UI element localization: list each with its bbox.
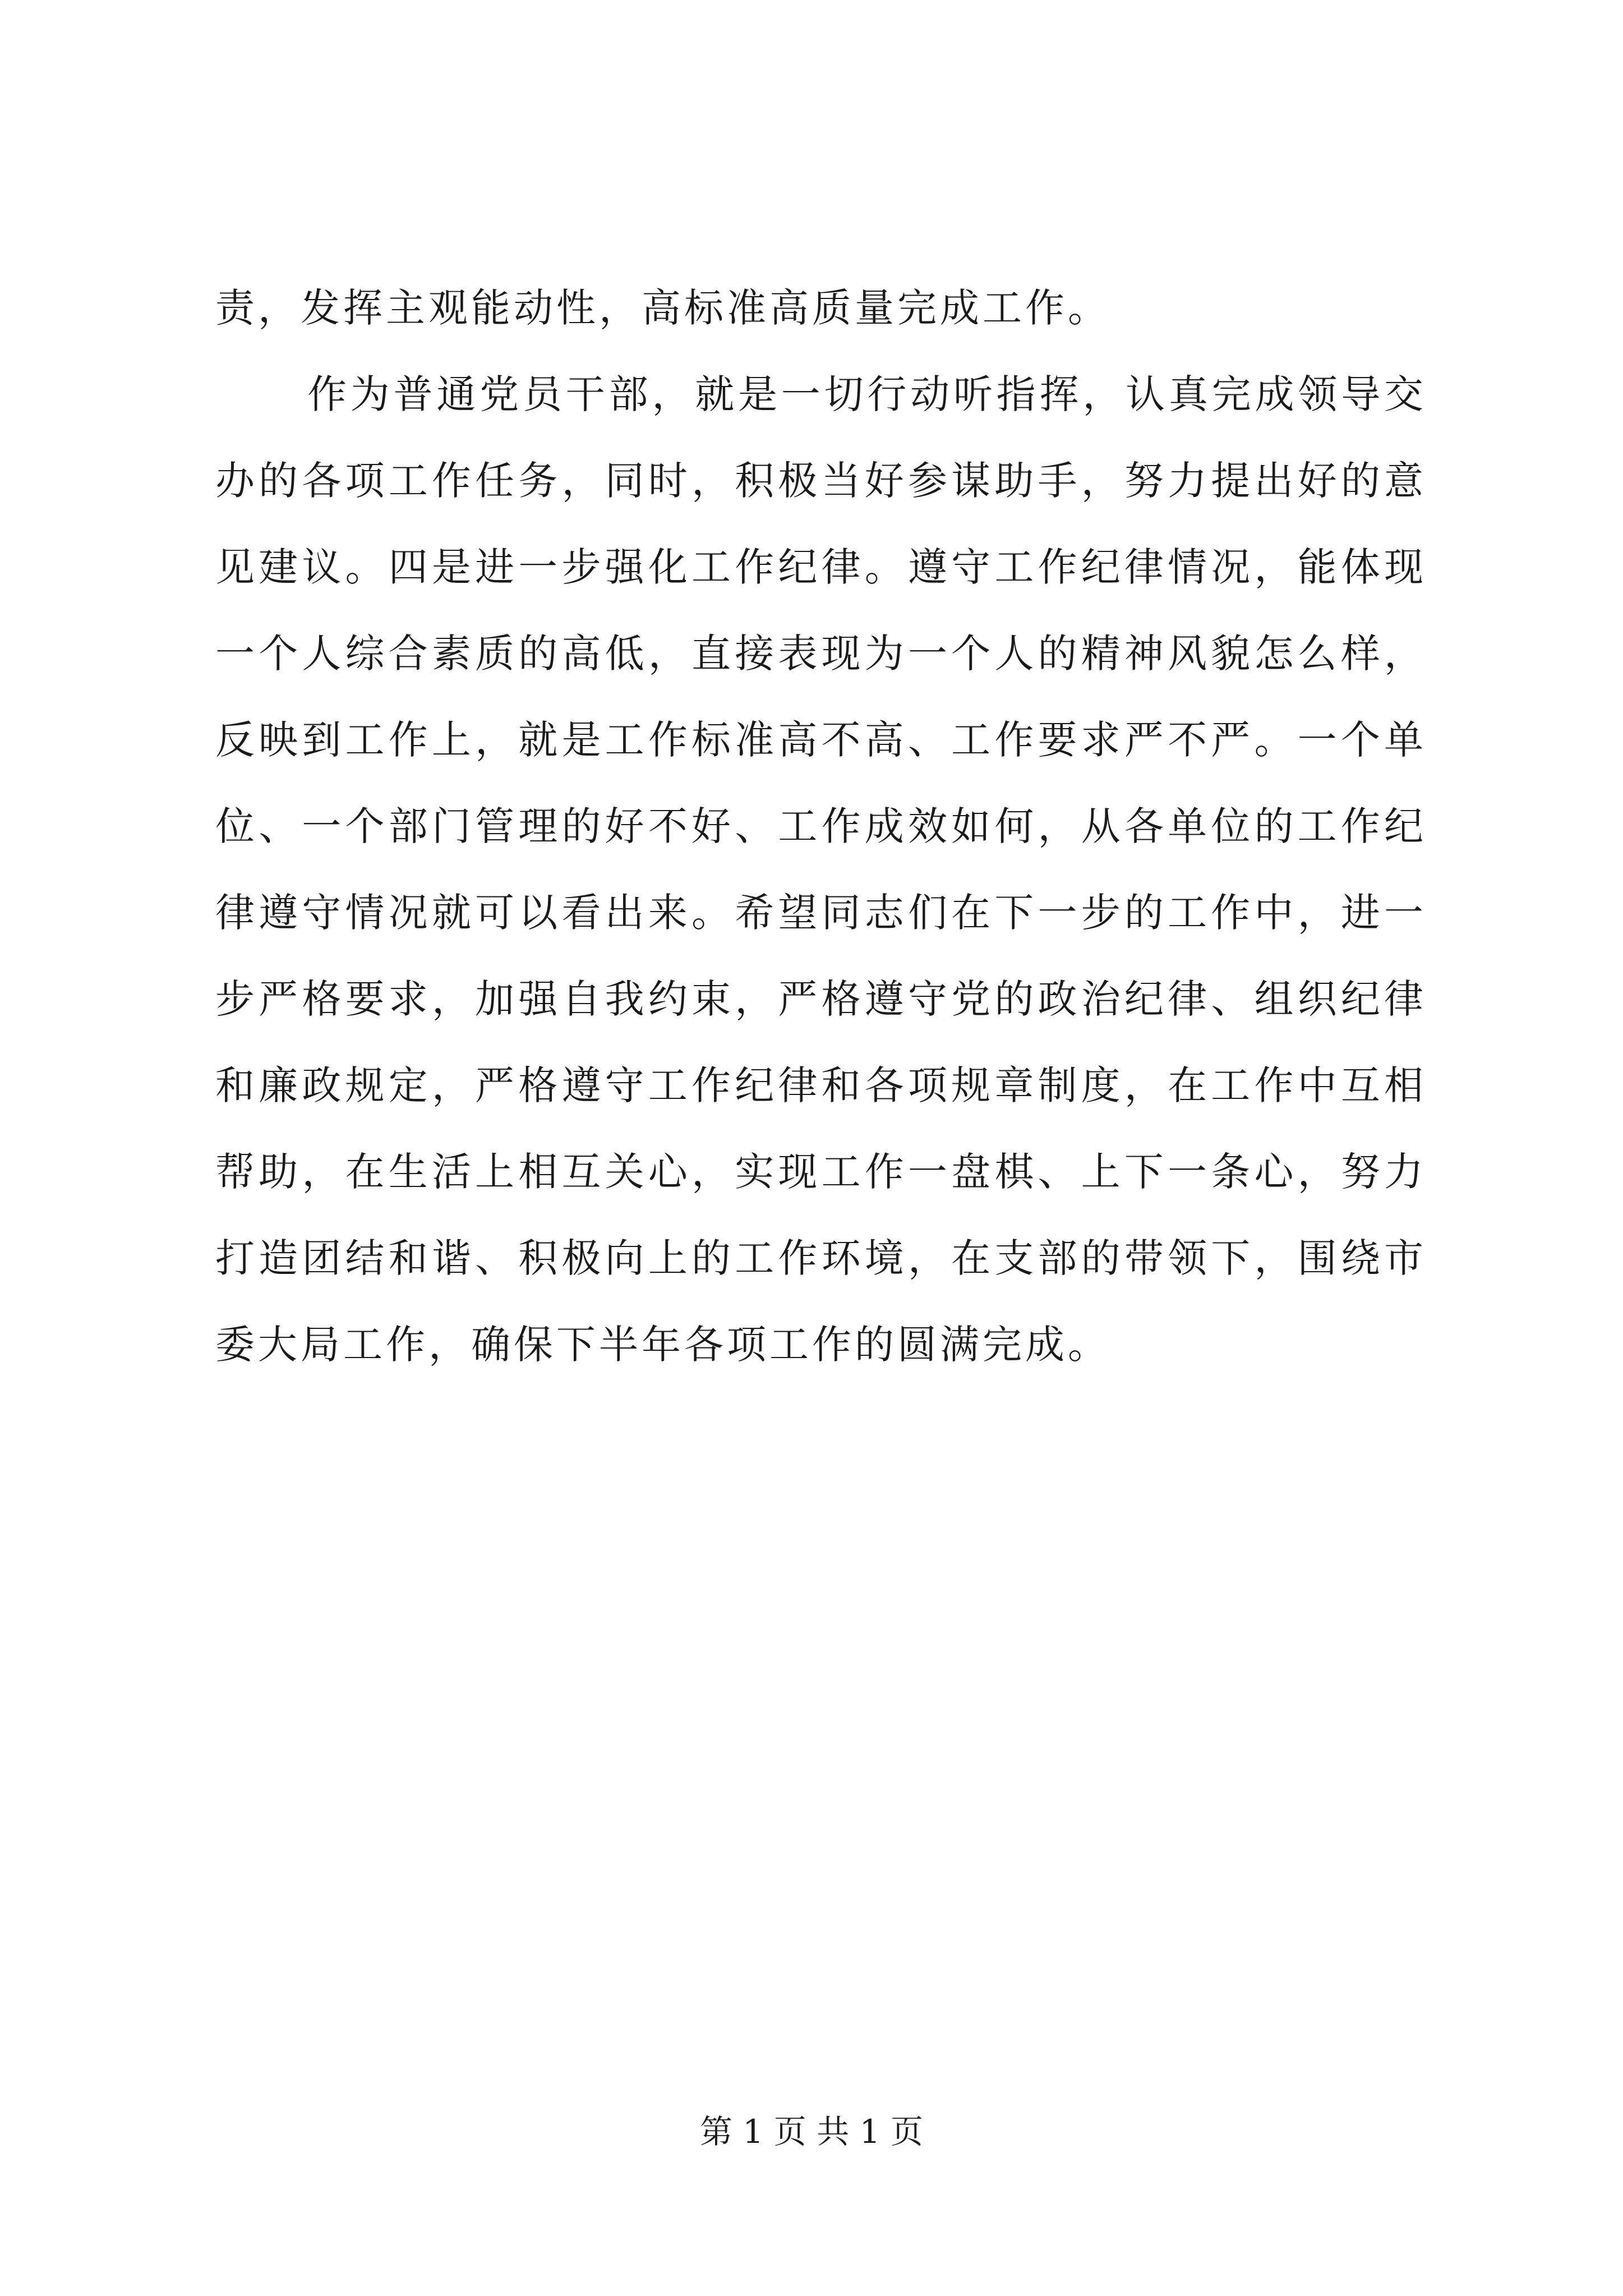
page-footer: 第 1 页 共 1 页 — [700, 2113, 923, 2151]
paragraph-continued: 责，发挥主观能动性，高标准高质量完成工作。 — [215, 285, 1110, 331]
paragraph-main: 作为普通党员干部，就是一切行动听指挥，认真完成领导交办的各项工作任务，同时，积极当好参谋助手，努力提出好的意见建议。四是进一步强化工作纪律。遵守工作纪律情况，能体现一个人综合素质的高低，直接表现为一个人的精神风貌怎么样，反映到工作上，就是工作标准高不高、工作要求严不严。一个单位、一个部门管理的好不好、工作成效如何，从各单位的工作纪律遵守情况就可以看出来。希望同志们在下一步的工作中，进一步严格要求，加强自我约束，严格遵守党的政治纪律、组织纪律和廉政规定，严格遵守工作纪律和各项规章制度，在工作中互相帮助，在生活上相互关心，实现工作一盘棋、上下一条心，努力打造团结和谐、积极向上的工作环境，在支部的带领下，围绕市委大局工作，确保下半年各项工作的圆满完成。 — [215, 371, 1427, 1368]
document-body — [215, 265, 1427, 1388]
